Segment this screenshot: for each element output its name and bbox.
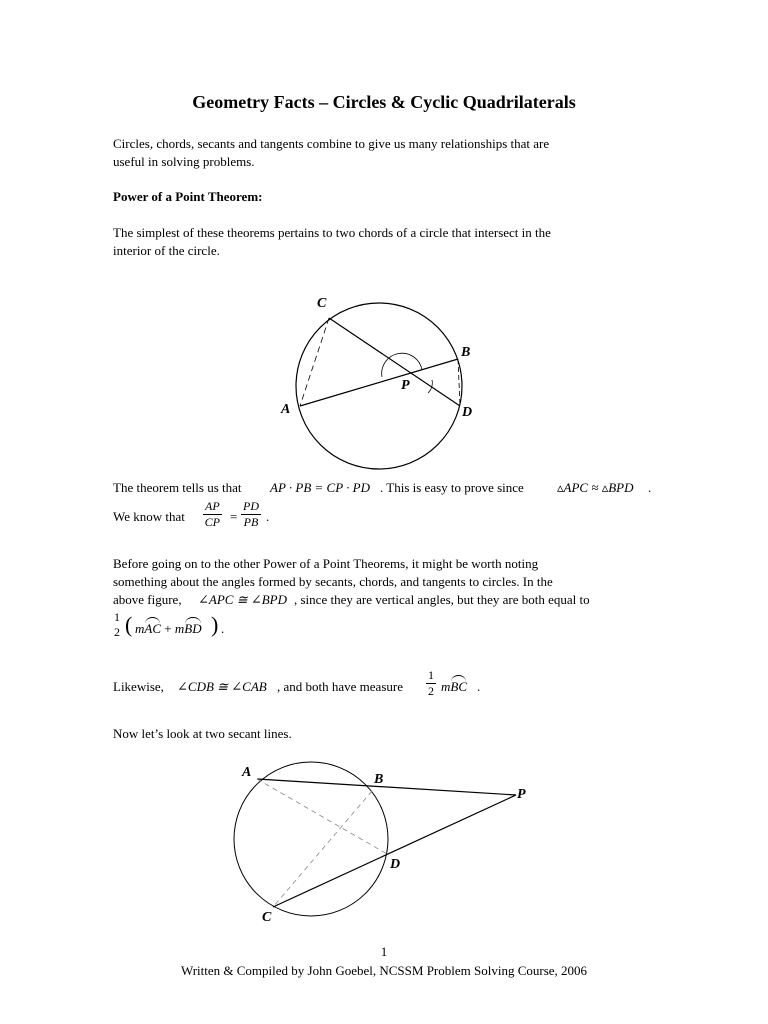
label-b: B <box>374 772 384 787</box>
label-b: B <box>461 345 471 360</box>
arc-ac: AC <box>144 621 162 636</box>
fraction-one-half <box>112 610 122 640</box>
angle-congruence-2: ∠CDB ≅ ∠CAB <box>177 679 267 694</box>
label-a: A <box>281 402 291 417</box>
intro-line-1: Circles, chords, secants and tangents combine to give us many relationships that are <box>113 136 550 151</box>
simplest-line-2: interior of the circle. <box>113 243 220 258</box>
theorem-equation: AP · PB = CP · PD <box>270 480 371 495</box>
chord-cd <box>329 318 460 406</box>
plus-sign: + <box>164 621 172 636</box>
likewise-end: . <box>477 679 481 694</box>
theorem-middle: . This is easy to prove since <box>380 480 524 495</box>
measure-m: m <box>441 679 451 694</box>
angles-line-3b: , since they are vertical angles, but they are both equal to <box>294 592 590 607</box>
arc-bc-expression <box>441 678 467 696</box>
fraction-ap-cp <box>203 499 222 530</box>
label-p: P <box>401 378 410 393</box>
angles-line-1: Before going on to the other Power of a Point Theorems, it might be worth noting <box>113 556 539 571</box>
section-heading: Power of a Point Theorem: <box>113 189 263 204</box>
fraction-den: 2 <box>114 625 120 639</box>
secant-intro: Now let’s look at two secant lines. <box>113 726 292 741</box>
segment-ad-dashed <box>257 779 387 854</box>
similar-triangles: ▵APC ≈ ▵BPD <box>557 480 634 495</box>
circle-1 <box>296 303 462 469</box>
theorem-end: . <box>648 480 652 495</box>
segment-bc-dashed <box>273 791 372 907</box>
we-know-lead: We know that <box>113 509 185 524</box>
fraction-den: CP <box>204 515 220 529</box>
fraction-one-half-2 <box>426 668 436 699</box>
angles-end: . <box>221 621 225 636</box>
measure-m: m <box>135 621 145 636</box>
arc-sum-expression <box>135 620 202 638</box>
label-c: C <box>262 910 272 925</box>
fraction-num: 1 <box>114 610 120 624</box>
fraction-num: PD <box>243 499 259 513</box>
figure-intersecting-chords <box>270 285 490 485</box>
label-c: C <box>317 296 327 311</box>
likewise-middle: , and both have measure <box>277 679 403 694</box>
segment-ac-dashed <box>300 318 329 406</box>
figure-two-secants <box>228 755 548 927</box>
label-a: A <box>242 765 252 780</box>
arc-bc: BC <box>450 679 468 694</box>
fraction-den: PB <box>243 515 259 529</box>
fraction-den: 2 <box>428 684 434 698</box>
angle-congruence-1: ∠APC ≅ ∠BPD <box>198 592 288 607</box>
fraction-num: 1 <box>428 668 434 682</box>
intro-line-2: useful in solving problems. <box>113 154 255 169</box>
open-paren: ( <box>125 612 133 637</box>
page-title: Geometry Facts – Circles & Cyclic Quadrilaterals <box>192 92 576 112</box>
angles-line-3a: above figure, <box>113 592 182 607</box>
label-p: P <box>517 787 526 802</box>
fraction-num: AP <box>205 499 220 513</box>
footer: Written & Compiled by John Goebel, NCSSM Problem Solving Course, 2006 <box>180 963 588 978</box>
theorem-lead: The theorem tells us that <box>113 480 242 495</box>
close-paren: ) <box>211 612 219 637</box>
label-d: D <box>462 405 473 420</box>
fraction-pd-pb <box>241 499 261 530</box>
page-number: 1 <box>380 944 388 959</box>
likewise-lead: Likewise, <box>113 679 164 694</box>
we-know-end: . <box>266 509 270 524</box>
measure-m: m <box>174 621 185 636</box>
arc-bd: BD <box>184 621 202 636</box>
simplest-line-1: The simplest of these theorems pertains to two chords of a circle that intersect in the <box>113 225 551 240</box>
chord-ab <box>300 359 458 406</box>
angles-line-2: something about the angles formed by secants, chords, and tangents to circles. In the <box>113 574 553 589</box>
secant-cp <box>273 795 516 907</box>
label-d: D <box>390 857 401 872</box>
secant-ap <box>257 779 516 795</box>
equals-sign: = <box>230 509 238 524</box>
